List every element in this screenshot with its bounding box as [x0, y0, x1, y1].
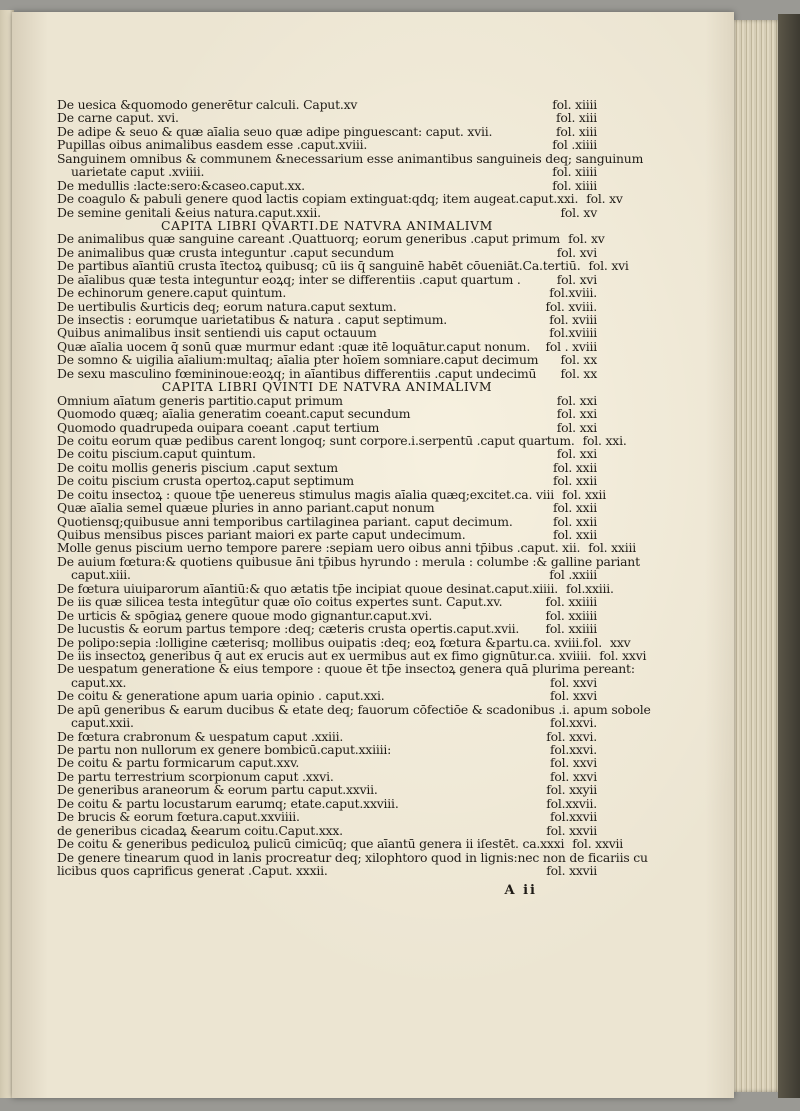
toc-entry-title: De coitu & partu locustarum earumq; etate.caput.xxviii. — [57, 795, 399, 811]
toc-entry-title: Quæ aīalia uocem q̄ sonū quæ murmur edant :quæ itē loquātur.caput nonum. — [57, 338, 531, 354]
toc-entry — [57, 716, 597, 729]
toc-entry — [57, 743, 597, 756]
toc-entry-folio: fol. xxvi — [549, 755, 597, 771]
toc-entry-folio: fol. xxi — [556, 419, 597, 435]
toc-entry-title: uarietate caput .xviiii. — [71, 164, 205, 180]
toc-entry-title: Quomodo quadrupeda ouipara coeant .caput tertium — [57, 419, 380, 435]
toc-entry-folio: fol. xxvi — [549, 674, 597, 690]
toc-entry-folio: fol .xiiii — [552, 137, 597, 153]
toc-entry — [57, 580, 614, 596]
toc-entry-folio: fol. xx — [560, 352, 597, 368]
toc-entry — [57, 676, 597, 689]
toc-entry-title: Quotiensq;quibusue anni temporibus cartilaginea pariant. caput decimum. — [57, 513, 513, 529]
toc-entry-title: Quibus mensibus pisces pariant maiori ex parte caput undecimum. — [57, 527, 466, 542]
toc-entry-title: De partu non nullorum ex genere bombicū.caput.xxiiii: — [57, 742, 392, 757]
toc-entry-title: Omnium aīatum generis partitio.caput primum — [57, 392, 343, 408]
toc-entry-folio: fol. xvi — [556, 271, 597, 287]
toc-entry-title: caput.xiii. — [71, 567, 131, 583]
toc-entry — [57, 246, 597, 259]
toc-entry-folio: fol. xxii — [553, 527, 597, 542]
toc-entry-title: De brucis & eorum fœtura.caput.xxviiii. — [57, 809, 300, 825]
toc-entry-folio: fol. xiiii — [552, 97, 597, 112]
toc-entry-title: Quomodo quæq; aīalia generatim coeant.caput secundum — [57, 406, 411, 422]
toc-entry — [57, 231, 605, 247]
toc-entry — [57, 258, 629, 274]
toc-entry-title: De coitu mollis generis piscium .caput sextum — [57, 459, 338, 475]
toc-entry — [57, 595, 597, 608]
toc-entry-folio: fol. xxii — [553, 500, 597, 516]
toc-entry-title: De somno & uigilia aīalium:multaq; aīalia pter hoīem somniare.caput decimum — [57, 352, 539, 368]
toc-entry — [57, 191, 623, 207]
toc-entry-folio: fol. xxi. — [582, 432, 627, 448]
toc-entry-folio: fol. xiii — [556, 110, 597, 126]
toc-entry-folio: fol. xv — [560, 204, 597, 220]
toc-entry — [57, 849, 648, 865]
toc-entry — [57, 125, 597, 138]
toc-entry — [57, 634, 631, 650]
toc-entry-folio: fol. xxvi — [599, 647, 647, 663]
toc-entry-title: Sanguinem omnibus & communem &necessarium esse animantibus sanguineis deq; sanguinum — [57, 150, 644, 166]
toc-entry-folio: fol. xviii — [549, 312, 597, 327]
toc-entry — [57, 797, 597, 810]
toc-entry-title: De iis quæ silicea testa integūtur quæ oīo coitus expertes sunt. Caput.xv. — [57, 594, 503, 610]
toc-entry — [57, 340, 597, 353]
toc-entry-folio: fol. xviii. — [545, 298, 597, 314]
toc-entry-folio: fol. xiii — [556, 123, 597, 139]
toc-entry-title: De apū generibus & earum ducibus & etate deq; fauorum cōfectiōe & scadonibus .i. apum sobole — [57, 701, 651, 717]
toc-entry-folio: fol. xxii — [562, 486, 607, 502]
toc-entry-title: De fœtura uiuiparorum aīantiū:& quo ætatis tp̄e incipiat quoue desinat.caput.xiiii. — [57, 580, 559, 596]
toc-entry — [57, 326, 597, 339]
toc-entry — [57, 474, 597, 487]
toc-entry — [57, 609, 597, 622]
toc-entry-title: De coitu & partu formicarum caput.xxv. — [57, 755, 300, 771]
toc-entry-folio: fol. xxvi — [549, 768, 597, 784]
signature-mark: A ii — [504, 883, 537, 899]
toc-entry-folio: xxv — [610, 634, 631, 650]
toc-entry — [57, 138, 597, 151]
toc-entry-folio: fol. xxvi. — [546, 728, 597, 744]
toc-entry-title: De coitu piscium crusta opertoꝝ.caput septimum — [57, 473, 354, 489]
toc-entry-title: De animalibus quæ sanguine careant .Quattuorq; eorum generibus .caput primum — [57, 231, 561, 247]
toc-entry-title: De fœtura crabronum & uespatum caput .xxiii. — [57, 728, 344, 744]
toc-entry-title: De urticis & spōgiaꝝ genere quoue modo gignantur.caput.xvi. — [57, 607, 433, 623]
toc-entry-title: De generibus araneorum & eorum partu caput.xxvii. — [57, 782, 378, 798]
toc-entry — [57, 300, 597, 313]
toc-entry-folio: fol.xxvii. — [546, 795, 597, 811]
toc-entry — [57, 286, 597, 299]
toc-entry-folio: fol.xxvi. — [549, 742, 597, 757]
toc-entry-title: De insectis : eorumque uarietatibus & natura . caput septimum. — [57, 312, 448, 327]
toc-entry-title: De coitu piscium.caput quintum. — [57, 446, 256, 462]
toc-entry-folio: fol . xviii — [545, 338, 597, 354]
toc-entry-title: De iis insectoꝝ generibus q̄ aut ex erucis aut ex uermibus aut ex fimo gignūtur.ca. xviiii. — [57, 647, 592, 663]
toc-entry-folio: fol. xxiiii — [545, 607, 597, 623]
toc-entry — [57, 701, 651, 717]
toc-entry-title: De uesica &quomodo generētur calculi. Caput.xv — [57, 97, 358, 112]
toc-entry-folio: fol. xxvii — [546, 822, 597, 838]
toc-entry — [57, 179, 597, 192]
toc-entry-folio: fol. xxii — [553, 473, 597, 489]
toc-entry-folio: fol. xx — [560, 365, 597, 381]
toc-entry — [57, 647, 647, 663]
toc-entry-folio: fol.xxvi. — [549, 715, 597, 731]
toc-entry-title: De medullis :lacte:sero:&caseo.caput.xx. — [57, 177, 305, 193]
toc-entry-folio: fol. xxi — [556, 406, 597, 422]
toc-entry — [57, 810, 597, 823]
toc-entry — [57, 622, 597, 635]
toc-entry-folio: fol.xviiii — [549, 325, 597, 341]
toc-entry-folio: fol. xxii — [553, 459, 597, 475]
toc-entry-title: De coitu & generibus pediculoꝝ pulicū cimicūq; que aīantū genera ii iſestēt. ca.xxxi — [57, 836, 565, 852]
toc-entry — [57, 730, 597, 743]
toc-entry — [57, 407, 597, 420]
toc-entry — [57, 515, 597, 528]
toc-entry-folio: fol. xiiii — [552, 177, 597, 193]
toc-entry-title: De coitu & generatione apum uaria opinio . caput.xxi. — [57, 688, 385, 704]
toc-entry-title: De coitu eorum quæ pedibus carent longoq; sunt corpore.i.serpentū .caput quartum. — [57, 432, 575, 448]
toc-entry-title: De partibus aīantiū crusta ītectoꝝ quibusq; cū iis q̄ sanguinē habēt cōueniāt.Ca.tertiū. — [57, 258, 581, 274]
table-of-contents — [57, 97, 651, 899]
toc-entry-title: De carne caput. xvi. — [57, 110, 179, 126]
toc-entry-title: De auium fœtura:& quotiens quibusue āni tp̄ibus hyrundo : merula : columbe :& galline pariant — [57, 553, 640, 569]
toc-entry-folio: fol. xv — [568, 231, 605, 247]
toc-entry — [57, 273, 597, 286]
toc-entry-folio: fol.xxiii. — [566, 580, 614, 596]
toc-entry-folio: fol. xxiiii — [545, 594, 597, 610]
toc-entry — [57, 461, 597, 474]
toc-entry-title: De genere tinearum quod in lanis procreatur deq; xilophtoro quod in lignis:nec non de ficariis cu — [57, 849, 648, 865]
toc-entry-title: De polipo:sepia :lolligine cæterisq; mollibus ouipatis :deq; eoꝝ fœtura &partu.ca. xviii.fol. — [57, 634, 603, 650]
toc-entry — [57, 111, 597, 124]
toc-entry-folio: fol. xxi — [556, 446, 597, 462]
toc-entry-folio: fol. xxi — [556, 392, 597, 408]
toc-entry-title: De echinorum genere.caput quintum. — [57, 285, 287, 301]
toc-entry-folio: fol.xxvii — [549, 809, 597, 825]
toc-entry-title: caput.xxii. — [71, 715, 134, 731]
toc-entry-title: De coagulo & pabuli genere quod lactis copiam extinguat:qdq; item augeat.caput.xxi. — [57, 191, 579, 207]
toc-entry — [57, 568, 597, 581]
toc-entry — [57, 313, 597, 326]
toc-entry-folio: fol. xxvii — [572, 836, 624, 852]
toc-entry — [57, 528, 597, 541]
toc-entry-title: De lucustis & eorum partus tempore :deq; cæteris crusta opertis.caput.xvii. — [57, 621, 520, 637]
toc-entry — [57, 98, 597, 111]
section-heading: CAPITA LIBRI QVARTI.DE NATVRA ANIMALIVM — [161, 217, 493, 233]
toc-entry-title: De semine genitali &eius natura.caput.xxii. — [57, 204, 321, 220]
toc-entry-folio: fol. xxyii — [546, 782, 597, 798]
toc-entry — [57, 150, 644, 166]
toc-entry-folio: fol. xvi — [556, 244, 597, 260]
toc-entry-title: Quibus animalibus insit sentiendi uis caput octauum — [57, 325, 377, 341]
toc-entry-title: De sexu masculino fœmininoue:eoꝝq; in aīantibus differentiis .caput undecimū — [57, 365, 537, 381]
toc-entry-title: Pupillas oibus animalibus easdem esse .caput.xviii. — [57, 137, 368, 153]
toc-entry-folio: fol. xxiiii — [545, 621, 597, 637]
cover-edge — [778, 14, 800, 1098]
toc-entry-folio: fol. xvi — [588, 258, 629, 274]
toc-entry-folio: fol. xxvi — [549, 688, 597, 704]
toc-entry-folio: fol .xxiii — [549, 567, 597, 583]
toc-entry — [57, 824, 597, 837]
toc-entry-title: De animalibus quæ crusta integuntur .caput secundum — [57, 244, 394, 260]
toc-entry-folio: fol.xviii. — [549, 285, 597, 301]
toc-entry-folio: fol. xiiii — [552, 164, 597, 180]
toc-entry — [57, 689, 597, 702]
toc-entry-title: De uespatum generatione & eius tempore : quoue ēt tp̄e insectoꝝ genera quā plurima pereant: — [57, 661, 635, 677]
toc-entry-title: De uertibulis &urticis deq; eorum natura.caput sextum. — [57, 298, 397, 314]
toc-entry — [57, 864, 597, 877]
toc-entry — [57, 770, 597, 783]
toc-entry — [57, 353, 597, 366]
toc-entry — [57, 165, 597, 178]
toc-entry — [57, 540, 637, 556]
toc-entry — [57, 421, 597, 434]
toc-entry-title: de generibus cicadaꝝ &earum coitu.Caput.xxx. — [57, 822, 343, 838]
toc-entry — [57, 486, 607, 502]
toc-entry — [57, 394, 597, 407]
toc-entry — [57, 432, 627, 448]
toc-entry — [57, 367, 597, 380]
toc-entry-folio: fol. xxiii — [588, 540, 637, 556]
toc-entry-folio: fol. xxii — [553, 513, 597, 529]
toc-entry-title: De adipe & seuo & quæ aīalia seuo quæ adipe pinguescant: caput. xvii. — [57, 123, 493, 139]
toc-entry — [57, 783, 597, 796]
toc-entry — [57, 553, 640, 569]
page-edges — [734, 20, 778, 1092]
toc-entry-title: caput.xx. — [71, 674, 127, 690]
toc-entry-folio: fol. xxvii — [546, 862, 597, 878]
toc-entry-title: Molle genus piscium uerno tempore parere :sepiam uero oibus anni tp̄ibus .caput. xii. — [57, 540, 581, 556]
toc-entry — [57, 756, 597, 769]
toc-entry-title: De aīalibus quæ testa integuntur eoꝝq; inter se differentiis .caput quartum . — [57, 271, 521, 287]
toc-entry-title: licibus quos caprificus generat .Caput. xxxii. — [57, 862, 328, 878]
toc-entry — [57, 447, 597, 460]
toc-entry — [57, 206, 597, 219]
toc-entry — [57, 661, 635, 677]
toc-entry-folio: fol. xv — [586, 191, 623, 207]
toc-entry — [57, 501, 597, 514]
toc-entry — [57, 836, 624, 852]
toc-entry-title: De partu terrestrium scorpionum caput .xxvi. — [57, 768, 334, 784]
section-heading: CAPITA LIBRI QVINTI DE NATVRA ANIMALIVM — [161, 379, 493, 395]
toc-entry-title: Quæ aīalia semel quæue pluries in anno pariant.caput nonum — [57, 500, 435, 516]
toc-entry-title: De coitu insectoꝝ : quoue tp̄e uenereus stimulus magis aīalia quæq;excitet.ca. viii — [57, 486, 555, 502]
